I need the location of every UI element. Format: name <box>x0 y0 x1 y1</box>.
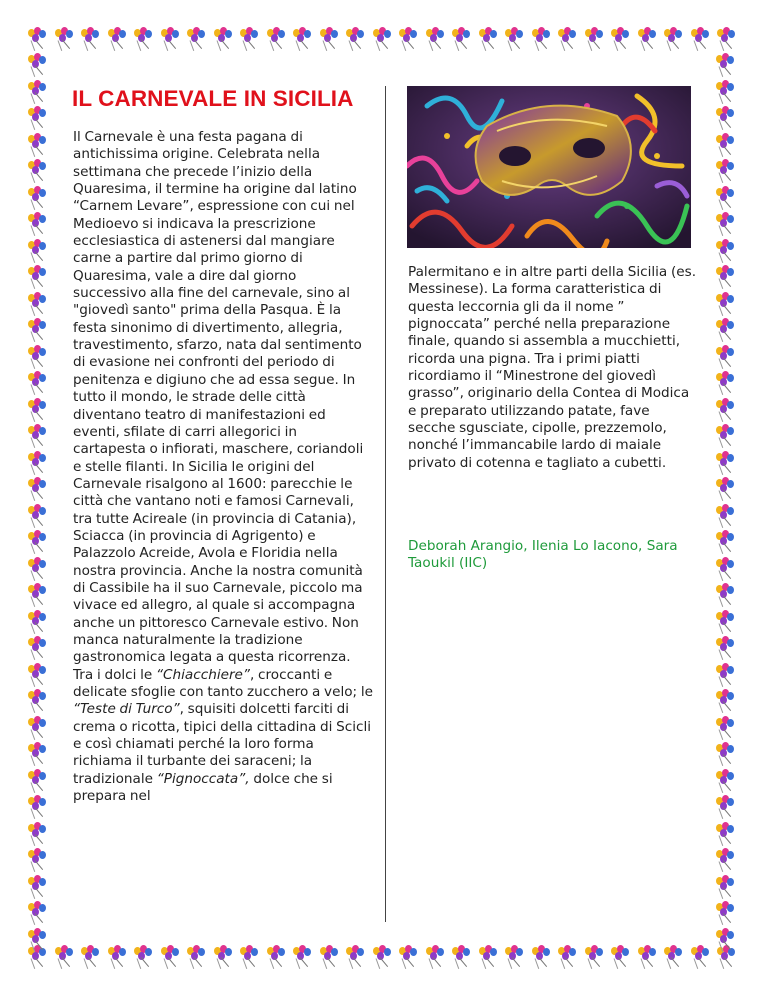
balloon-cluster-icon <box>26 794 52 820</box>
body-text-part-3: , squisiti dolcetti farciti di crema o ricotta, tipici della cittadina di Scicli e così chiamati perché la loro forma richiama il turbante dei saraceni; la tradizionale <box>73 701 372 787</box>
balloon-cluster-icon <box>503 944 529 970</box>
body-text-part-4: dolce che si prepara nel <box>73 770 333 805</box>
balloon-cluster-icon <box>636 944 662 970</box>
balloon-cluster-icon <box>714 185 740 211</box>
balloon-cluster-icon <box>238 944 264 970</box>
balloon-cluster-icon <box>344 26 370 52</box>
balloon-cluster-icon <box>714 397 740 423</box>
balloon-cluster-icon <box>424 944 450 970</box>
balloon-cluster-icon <box>714 688 740 714</box>
balloon-cluster-icon <box>583 944 609 970</box>
balloon-border-top <box>26 26 741 52</box>
balloon-cluster-icon <box>132 26 158 52</box>
balloon-cluster-icon <box>583 26 609 52</box>
balloon-cluster-icon <box>238 26 264 52</box>
balloon-cluster-icon <box>714 211 740 237</box>
carnival-mask-photo <box>407 86 691 248</box>
balloon-cluster-icon <box>185 26 211 52</box>
balloon-cluster-icon <box>714 582 740 608</box>
balloon-cluster-icon <box>371 26 397 52</box>
balloon-cluster-icon <box>714 900 740 926</box>
balloon-cluster-icon <box>26 688 52 714</box>
balloon-cluster-icon <box>53 26 79 52</box>
balloon-cluster-icon <box>662 944 688 970</box>
balloon-cluster-icon <box>132 944 158 970</box>
article-title: IL CARNEVALE IN SICILIA <box>72 86 354 111</box>
balloon-cluster-icon <box>450 944 476 970</box>
balloon-cluster-icon <box>714 132 740 158</box>
balloon-cluster-icon <box>26 927 52 953</box>
balloon-cluster-icon <box>159 944 185 970</box>
body-text-part-1: Il Carnevale è una festa pagana di antichissima origine. Celebrata nella settimana che precede l’inizio della Quaresima, il termine ha origine dal latino “Carnem Levare”, espressione con cui nel Medioevo si indicava la prescrizione ecclesiastica di astenersi dal mangiare carne a partire dal primo giorno di Quaresima, vale a dire dal giorno successivo alla fine del carnevale, sino al "giovedì santo" prima della Pasqua. È la festa sinonimo di divertimento, allegria, travestimento, sfarzo, nata dal sentimento di evasione nei confronti del periodo di penitenza e digiuno che ad essa segue. In tutto il mondo, le strade delle città diventano teatro di manifestazioni ed eventi, sfilate di carri allegorici in cartapesta o infiorati, maschere, coriandoli e stelle filanti. In Sicilia le origini del Carnevale risalgono al 1600: parecchie le città che vantano noti e famosi Carnevali, tra tutte Acireale (in provincia di Catania), Sciacca (in provincia di Agrigento) e Palazzolo Acreide, Avola e Floridia nella nostra provincia. Anche la nostra comunità di Cassibile ha il suo Carnevale, piccolo ma vivace ed allegro, al quale si accompagna anche un pittoresco Carnevale estivo. Non manca naturalmente la tradizione gastronomica legata a questa ricorrenza. Tra i dolci le <box>73 129 364 683</box>
balloon-cluster-icon <box>26 317 52 343</box>
body-text-part-2: , croccanti e delicate sfoglie con tanto zucchero a velo; le <box>73 666 373 700</box>
balloon-cluster-icon <box>714 609 740 635</box>
balloon-cluster-icon <box>26 238 52 264</box>
left-column-text <box>73 129 373 805</box>
balloon-cluster-icon <box>106 944 132 970</box>
balloon-cluster-icon <box>714 264 740 290</box>
balloon-cluster-icon <box>26 582 52 608</box>
balloon-cluster-icon <box>714 529 740 555</box>
balloon-cluster-icon <box>714 423 740 449</box>
balloon-cluster-icon <box>26 874 52 900</box>
balloon-cluster-icon <box>714 662 740 688</box>
balloon-cluster-icon <box>26 768 52 794</box>
balloon-cluster-icon <box>318 944 344 970</box>
balloon-cluster-icon <box>212 26 238 52</box>
balloon-cluster-icon <box>714 874 740 900</box>
balloon-cluster-icon <box>26 635 52 661</box>
balloon-cluster-icon <box>477 944 503 970</box>
balloon-cluster-icon <box>26 503 52 529</box>
balloon-cluster-icon <box>26 264 52 290</box>
column-divider <box>385 86 386 922</box>
balloon-border-right <box>714 52 740 953</box>
balloon-cluster-icon <box>714 291 740 317</box>
right-column-text: Palermitano e in altre parti della Sicilia (es. Messinese). La forma caratteristica di questa leccornia gli da il nome ” pignoccata” perché nella preparazione finale, quando si assembla a mucchietti, ricorda una pigna. Tra i primi piatti ricordiamo il “Minestrone del giovedì grasso”, originario della Contea di Modica e preparato utilizzando patate, fave secche sgusciate, cipolle, prezzemolo, nonché l’immancabile lardo di maiale privato di cotenna e tagliato a cubetti. <box>408 264 697 471</box>
balloon-cluster-icon <box>714 556 740 582</box>
balloon-cluster-icon <box>291 944 317 970</box>
balloon-cluster-icon <box>26 741 52 767</box>
balloon-cluster-icon <box>397 26 423 52</box>
balloon-cluster-icon <box>26 291 52 317</box>
balloon-cluster-icon <box>714 344 740 370</box>
balloon-cluster-icon <box>53 944 79 970</box>
balloon-cluster-icon <box>609 944 635 970</box>
balloon-cluster-icon <box>714 768 740 794</box>
balloon-cluster-icon <box>689 26 715 52</box>
balloon-cluster-icon <box>450 26 476 52</box>
balloon-cluster-icon <box>26 821 52 847</box>
balloon-cluster-icon <box>26 556 52 582</box>
balloon-cluster-icon <box>477 26 503 52</box>
balloon-cluster-icon <box>714 450 740 476</box>
balloon-cluster-icon <box>714 476 740 502</box>
balloon-cluster-icon <box>714 635 740 661</box>
balloon-cluster-icon <box>185 944 211 970</box>
balloon-cluster-icon <box>26 450 52 476</box>
pignoccata-term: “Pignoccata”, <box>156 770 250 787</box>
balloon-cluster-icon <box>26 370 52 396</box>
balloon-cluster-icon <box>291 26 317 52</box>
balloon-cluster-icon <box>714 79 740 105</box>
balloon-cluster-icon <box>530 944 556 970</box>
balloon-cluster-icon <box>79 26 105 52</box>
balloon-cluster-icon <box>714 52 740 78</box>
balloon-cluster-icon <box>714 741 740 767</box>
balloon-cluster-icon <box>26 609 52 635</box>
article-authors: Deborah Arangio, Ilenia Lo Iacono, Sara Taoukil (IIC) <box>408 538 678 572</box>
balloon-cluster-icon <box>714 794 740 820</box>
balloon-cluster-icon <box>26 397 52 423</box>
balloon-cluster-icon <box>424 26 450 52</box>
balloon-cluster-icon <box>714 370 740 396</box>
balloon-cluster-icon <box>26 900 52 926</box>
balloon-cluster-icon <box>26 715 52 741</box>
balloon-cluster-icon <box>26 344 52 370</box>
balloon-cluster-icon <box>714 238 740 264</box>
balloon-cluster-icon <box>318 26 344 52</box>
balloon-cluster-icon <box>26 132 52 158</box>
balloon-cluster-icon <box>714 317 740 343</box>
balloon-cluster-icon <box>26 158 52 184</box>
balloon-cluster-icon <box>609 26 635 52</box>
balloon-cluster-icon <box>714 927 740 953</box>
balloon-cluster-icon <box>662 26 688 52</box>
teste-di-turco-term: “Teste di Turco” <box>73 701 180 718</box>
balloon-border-left <box>26 52 52 953</box>
balloon-cluster-icon <box>714 158 740 184</box>
balloon-cluster-icon <box>714 715 740 741</box>
balloon-cluster-icon <box>503 26 529 52</box>
balloon-cluster-icon <box>26 476 52 502</box>
balloon-cluster-icon <box>26 52 52 78</box>
balloon-cluster-icon <box>26 211 52 237</box>
balloon-border-bottom <box>26 944 741 970</box>
balloon-cluster-icon <box>714 503 740 529</box>
balloon-cluster-icon <box>212 944 238 970</box>
balloon-cluster-icon <box>397 944 423 970</box>
balloon-cluster-icon <box>159 26 185 52</box>
carnival-mask-image <box>407 86 691 248</box>
balloon-cluster-icon <box>79 944 105 970</box>
balloon-cluster-icon <box>26 423 52 449</box>
balloon-cluster-icon <box>265 26 291 52</box>
chiacchiere-term: “Chiacchiere” <box>156 666 250 683</box>
balloon-cluster-icon <box>265 944 291 970</box>
balloon-cluster-icon <box>344 944 370 970</box>
balloon-cluster-icon <box>556 944 582 970</box>
balloon-cluster-icon <box>689 944 715 970</box>
balloon-cluster-icon <box>556 26 582 52</box>
balloon-cluster-icon <box>714 847 740 873</box>
balloon-cluster-icon <box>26 847 52 873</box>
balloon-cluster-icon <box>371 944 397 970</box>
balloon-cluster-icon <box>106 26 132 52</box>
balloon-cluster-icon <box>26 185 52 211</box>
balloon-cluster-icon <box>714 105 740 131</box>
balloon-cluster-icon <box>26 26 52 52</box>
balloon-cluster-icon <box>26 662 52 688</box>
balloon-cluster-icon <box>530 26 556 52</box>
balloon-cluster-icon <box>26 529 52 555</box>
balloon-cluster-icon <box>26 79 52 105</box>
balloon-cluster-icon <box>714 821 740 847</box>
balloon-cluster-icon <box>26 105 52 131</box>
balloon-cluster-icon <box>715 26 741 52</box>
balloon-cluster-icon <box>636 26 662 52</box>
